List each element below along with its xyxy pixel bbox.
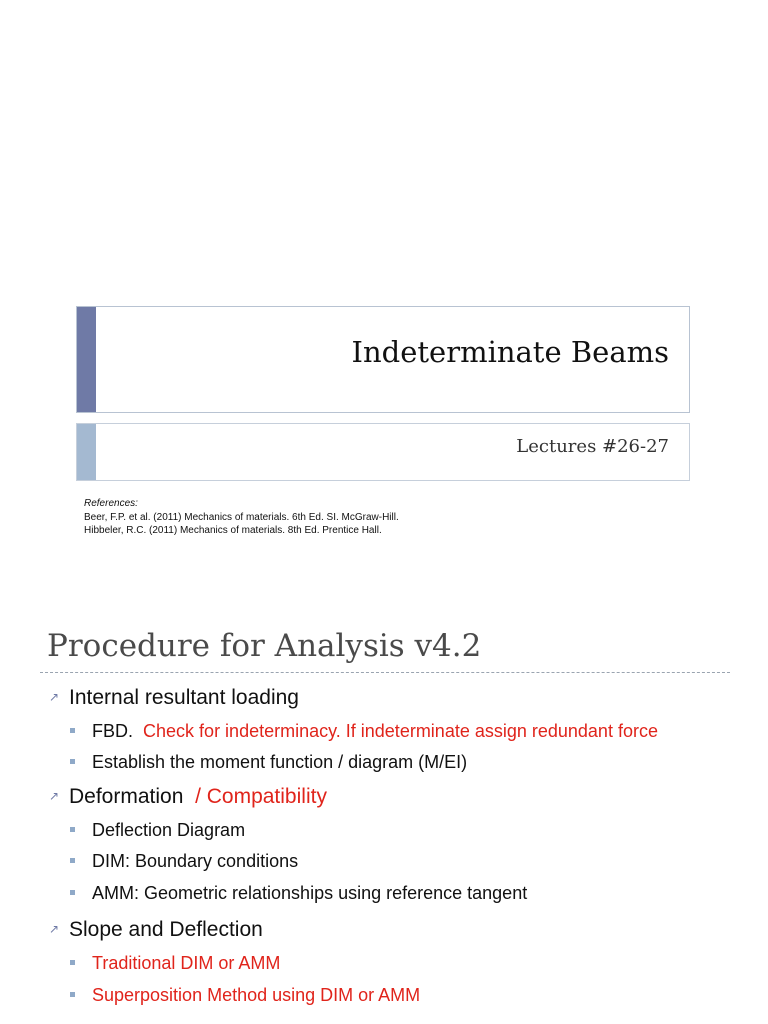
section-slope-deflection — [49, 918, 263, 942]
list-item — [70, 752, 467, 773]
section-label-extra: / Compatibility — [195, 785, 327, 808]
item-text: AMM: Geometric relationships using reference tangent — [92, 883, 528, 903]
square-bullet-icon — [70, 827, 75, 832]
item-text: Establish the moment function / diagram (M/EI) — [92, 752, 468, 772]
list-item — [70, 721, 658, 742]
item-red-text: Superposition Method using DIM or AMM — [92, 985, 421, 1005]
square-bullet-icon — [70, 759, 75, 764]
list-item — [70, 883, 527, 904]
arrow-bullet-icon: ↗ — [49, 690, 60, 704]
title-accent-bar — [77, 307, 96, 412]
section-label: Deformation — [69, 785, 184, 808]
section-deformation — [49, 785, 327, 809]
square-bullet-icon — [70, 992, 75, 997]
slide-subtitle: Lectures #26-27 — [516, 436, 669, 457]
reference-item: Hibbeler, R.C. (2011) Mechanics of materials. 8th Ed. Prentice Hall. — [84, 525, 382, 536]
title-divider — [40, 672, 730, 673]
arrow-bullet-icon: ↗ — [49, 922, 60, 936]
subtitle-accent-bar — [77, 424, 96, 480]
subtitle-box — [76, 423, 690, 481]
item-text: Deflection Diagram — [92, 820, 246, 840]
item-red-text: Traditional DIM or AMM — [92, 953, 281, 973]
square-bullet-icon — [70, 960, 75, 965]
section-label: Slope and Deflection — [69, 918, 263, 941]
list-item — [70, 820, 245, 841]
square-bullet-icon — [70, 890, 75, 895]
list-item — [70, 851, 298, 872]
section-label: Internal resultant loading — [69, 686, 299, 709]
square-bullet-icon — [70, 858, 75, 863]
item-lead: FBD. — [92, 721, 134, 741]
references — [84, 497, 399, 538]
section-internal-loading — [49, 686, 299, 710]
arrow-bullet-icon: ↗ — [49, 789, 60, 803]
procedure-title: Procedure for Analysis v4.2 — [47, 628, 482, 664]
square-bullet-icon — [70, 728, 75, 733]
title-box — [76, 306, 690, 413]
list-item — [70, 985, 420, 1006]
item-red-text: Check for indeterminacy. If indeterminate assign redundant force — [143, 721, 658, 741]
references-heading: References: — [84, 498, 138, 509]
reference-item: Beer, F.P. et al. (2011) Mechanics of materials. 6th Ed. SI. McGraw-Hill. — [84, 511, 399, 523]
list-item — [70, 953, 280, 974]
item-text: DIM: Boundary conditions — [92, 851, 299, 871]
slide-title: Indeterminate Beams — [351, 335, 669, 369]
